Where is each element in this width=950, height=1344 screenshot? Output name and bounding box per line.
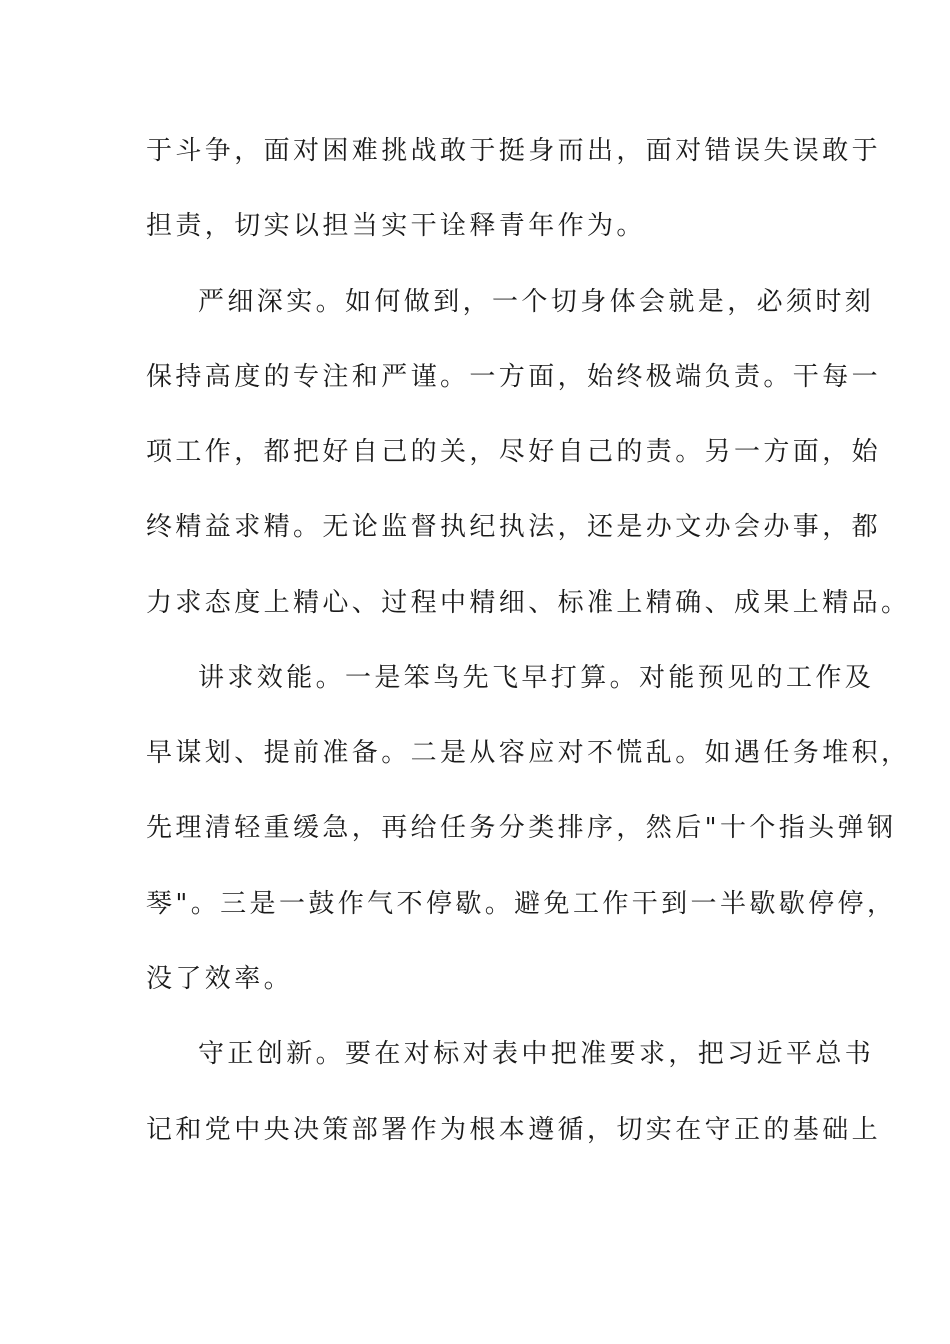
text-line: 于斗争，面对困难挑战敢于挺身而出，面对错误失误敢于: [146, 136, 882, 166]
text-line: 记和党中央决策部署作为根本遵循，切实在守正的基础上: [146, 1115, 882, 1145]
paragraph-start-line: 守正创新。要在对标对表中把准要求，把习近平总书: [198, 1039, 875, 1069]
paragraph-start-line: 讲求效能。一是笨鸟先飞早打算。对能预见的工作及: [198, 663, 875, 693]
text-line: 没了效率。: [146, 964, 294, 994]
text-line: 终精益求精。无论监督执纪执法，还是办文办会办事，都: [146, 512, 882, 542]
text-line: 担责，切实以担当实干诠释青年作为。: [146, 211, 646, 241]
text-line: 项工作，都把好自己的关，尽好自己的责。另一方面，始: [146, 437, 882, 467]
paragraph-start-line: 严细深实。如何做到，一个切身体会就是，必须时刻: [198, 287, 875, 317]
text-line: 保持高度的专注和严谨。一方面，始终极端负责。干每一: [146, 362, 882, 392]
text-line: 早谋划、提前准备。二是从容应对不慌乱。如遇任务堆积，: [146, 738, 911, 768]
text-line: 力求态度上精心、过程中精细、标准上精确、成果上精品。: [146, 588, 911, 618]
text-line: 先理清轻重缓急，再给任务分类排序，然后"十个指头弹钢: [146, 813, 897, 843]
text-line: 琴"。三是一鼓作气不停歇。避免工作干到一半歇歇停停，: [146, 889, 897, 919]
